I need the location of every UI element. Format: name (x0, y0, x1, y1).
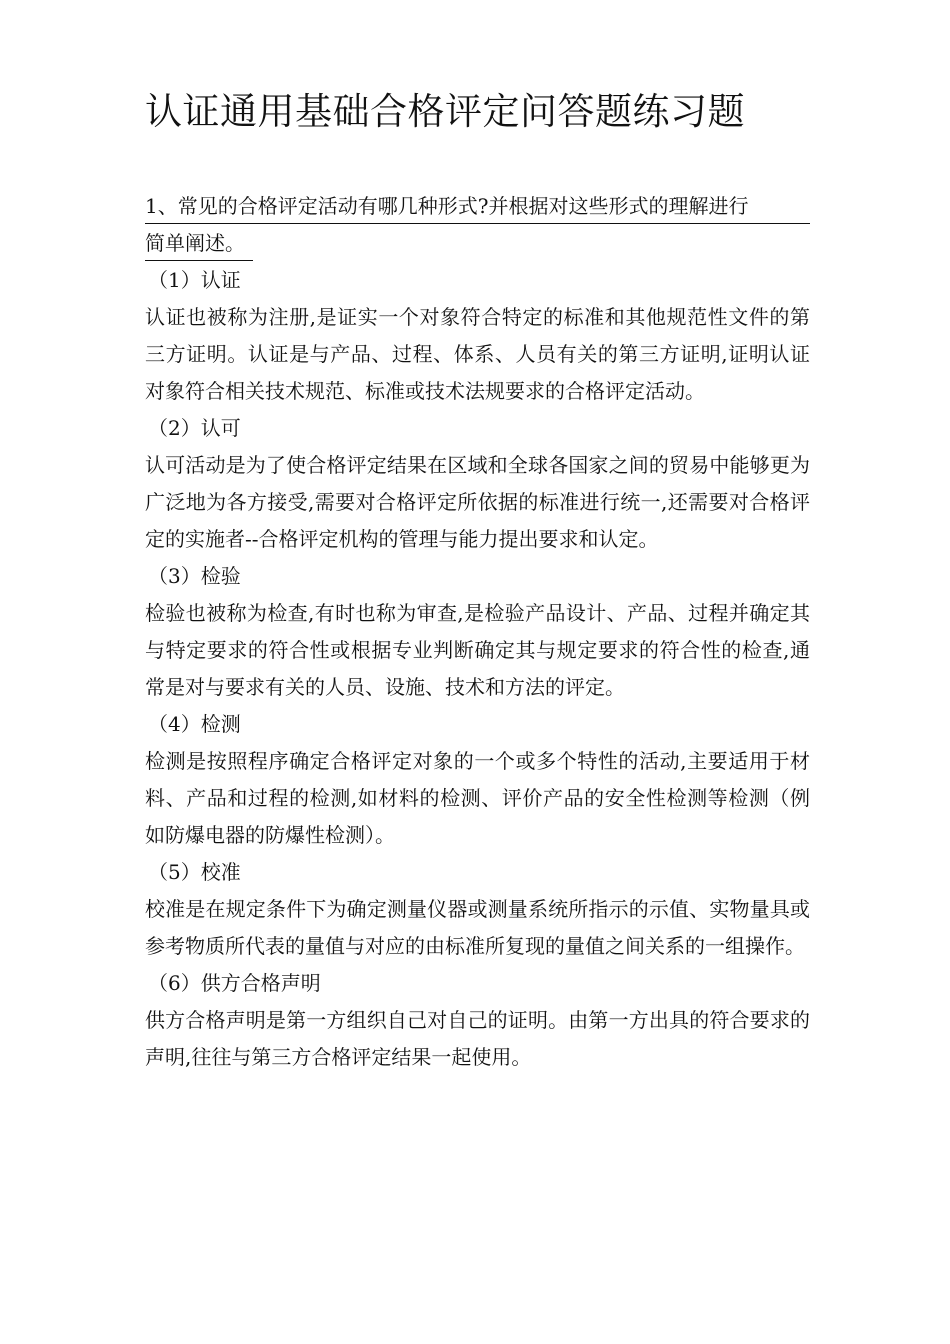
section-body: 认证也被称为注册,是证实一个对象符合特定的标准和其他规范性文件的第三方证明。认证是与产品、过程、体系、人员有关的第三方证明,证明认证对象符合相关技术规范、标准或技术法规要求的合格评定活动。 (145, 305, 810, 403)
section-heading: （6）供方合格声明 (148, 971, 321, 995)
section-heading: （2）认可 (148, 416, 241, 440)
section-accreditation (145, 410, 810, 558)
question (145, 188, 810, 262)
section-heading: （3）检验 (148, 564, 241, 588)
section-heading: （4）检测 (148, 712, 241, 736)
section-body: 供方合格声明是第一方组织自己对自己的证明。由第一方出具的符合要求的声明,往往与第三方合格评定结果一起使用。 (145, 1008, 810, 1069)
section-calibration (145, 854, 810, 965)
section-body: 检验也被称为检查,有时也称为审查,是检验产品设计、产品、过程并确定其与特定要求的符合性或根据专业判断确定其与规定要求的符合性的检查,通常是对与要求有关的人员、设施、技术和方法的评定。 (145, 601, 810, 699)
document-title: 认证通用基础合格评定问答题练习题 (145, 90, 745, 133)
question-line-1: 1、常见的合格评定活动有哪几种形式?并根据对这些形式的理解进行 (145, 189, 810, 224)
section-heading: （1）认证 (148, 268, 241, 292)
section-testing (145, 706, 810, 854)
question-line-2: 简单阐述。 (145, 226, 253, 261)
document-content (145, 188, 810, 1076)
section-heading: （5）校准 (148, 860, 241, 884)
section-supplier-declaration (145, 965, 810, 1076)
section-body: 校准是在规定条件下为确定测量仪器或测量系统所指示的示值、实物量具或参考物质所代表的量值与对应的由标准所复现的量值之间关系的一组操作。 (145, 897, 810, 958)
section-body: 认可活动是为了使合格评定结果在区域和全球各国家之间的贸易中能够更为广泛地为各方接受,需要对合格评定所依据的标准进行统一,还需要对合格评定的实施者--合格评定机构的管理与能力提出要求和认定。 (145, 453, 810, 551)
section-certification (145, 262, 810, 410)
section-inspection (145, 558, 810, 706)
section-body: 检测是按照程序确定合格评定对象的一个或多个特性的活动,主要适用于材料、产品和过程的检测,如材料的检测、评价产品的安全性检测等检测（例如防爆电器的防爆性检测）。 (145, 749, 810, 847)
